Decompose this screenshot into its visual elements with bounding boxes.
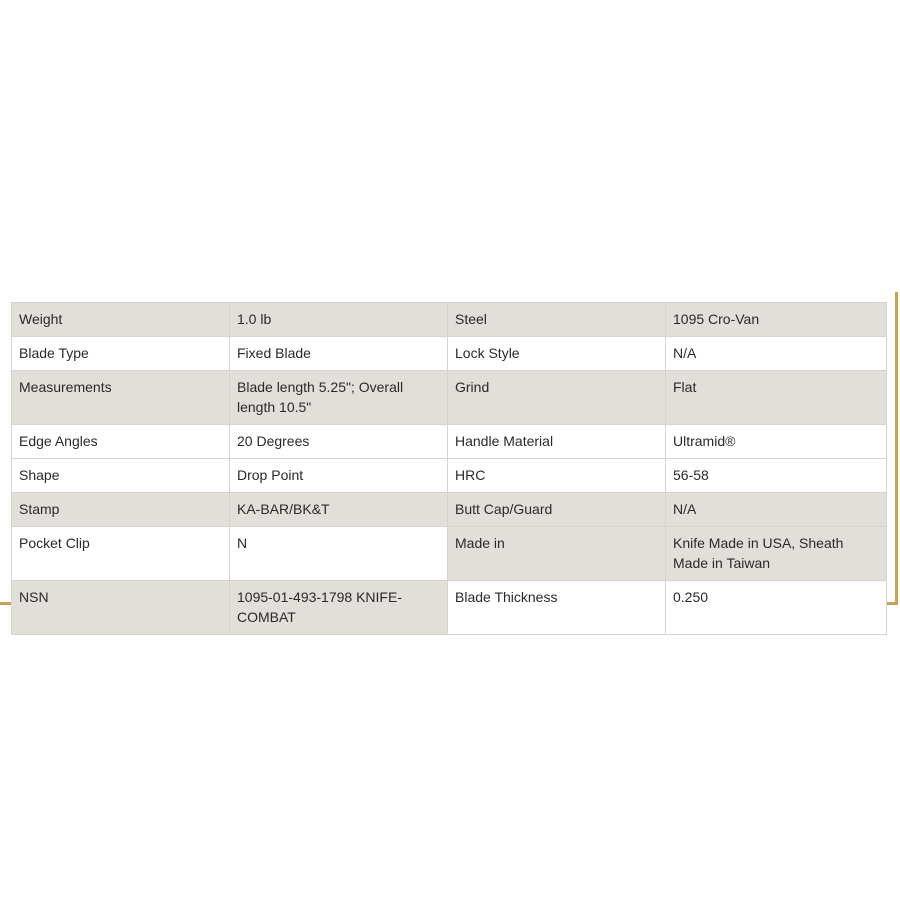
- table-row: [12, 581, 887, 635]
- spec-label: Shape: [12, 459, 230, 493]
- spec-label: Butt Cap/Guard: [448, 493, 666, 527]
- spec-value: Flat: [666, 371, 887, 425]
- spec-label: Steel: [448, 303, 666, 337]
- spec-value: N/A: [666, 493, 887, 527]
- spec-value: Blade length 5.25"; Overall length 10.5": [230, 371, 448, 425]
- spec-value: 56-58: [666, 459, 887, 493]
- table-row: [12, 337, 887, 371]
- table-row: [12, 303, 887, 337]
- spec-value: 1095-01-493-1798 KNIFE-COMBAT: [230, 581, 448, 635]
- table-row: [12, 527, 887, 581]
- table-row: [12, 425, 887, 459]
- spec-label: Stamp: [12, 493, 230, 527]
- spec-value: Drop Point: [230, 459, 448, 493]
- spec-table: [11, 302, 887, 635]
- spec-label: Pocket Clip: [12, 527, 230, 581]
- spec-label: Blade Type: [12, 337, 230, 371]
- spec-label: NSN: [12, 581, 230, 635]
- spec-label: Blade Thickness: [448, 581, 666, 635]
- spec-label: HRC: [448, 459, 666, 493]
- spec-value: 1095 Cro-Van: [666, 303, 887, 337]
- spec-label: Made in: [448, 527, 666, 581]
- table-row: [12, 493, 887, 527]
- spec-label: Weight: [12, 303, 230, 337]
- spec-label: Grind: [448, 371, 666, 425]
- table-row: [12, 371, 887, 425]
- table-row: [12, 459, 887, 493]
- spec-value: N: [230, 527, 448, 581]
- spec-value: 1.0 lb: [230, 303, 448, 337]
- spec-value: N/A: [666, 337, 887, 371]
- spec-value: KA-BAR/BK&T: [230, 493, 448, 527]
- spec-value: 20 Degrees: [230, 425, 448, 459]
- spec-value: Knife Made in USA, Sheath Made in Taiwan: [666, 527, 887, 581]
- spec-value: Fixed Blade: [230, 337, 448, 371]
- spec-value: 0.250: [666, 581, 887, 635]
- spec-label: Measurements: [12, 371, 230, 425]
- spec-label: Edge Angles: [12, 425, 230, 459]
- spec-value: Ultramid®: [666, 425, 887, 459]
- spec-label: Lock Style: [448, 337, 666, 371]
- spec-label: Handle Material: [448, 425, 666, 459]
